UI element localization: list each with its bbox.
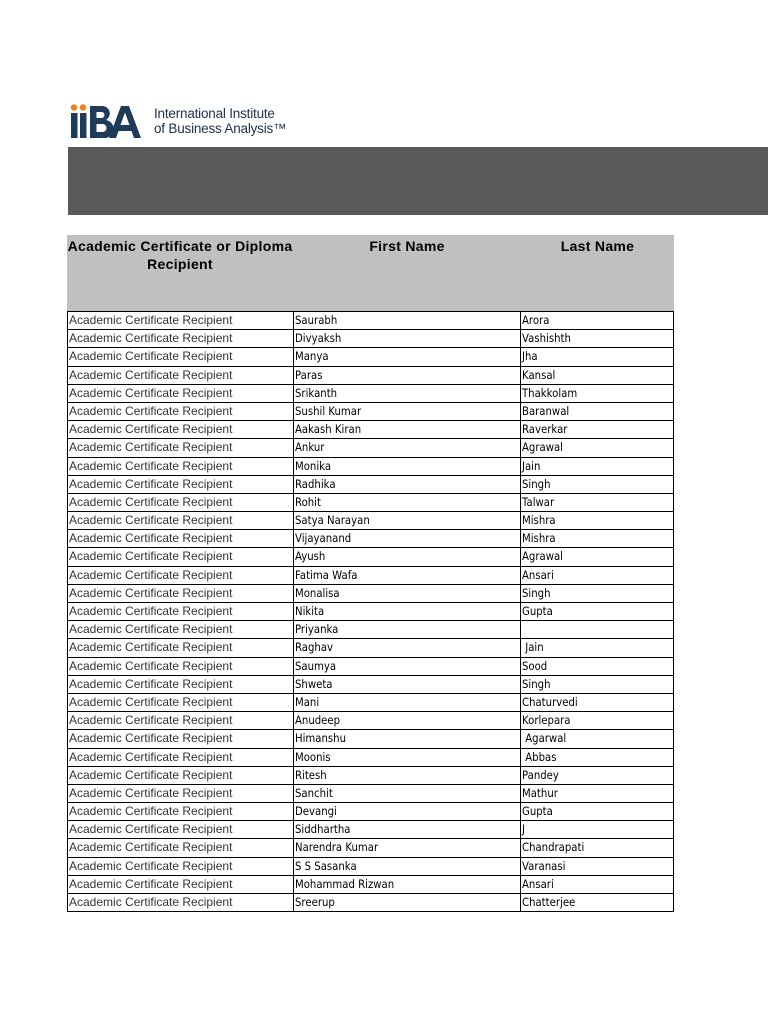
table-row — [68, 476, 674, 494]
cell-last-name-text: Mathur — [522, 785, 559, 800]
header-recipient-type: Academic Certificate or Diploma Recipient — [67, 238, 293, 272]
cell-recipient-type: Academic Certificate Recipient — [68, 494, 294, 511]
cell-first-name-text: Paras — [294, 367, 323, 382]
cell-last-name — [521, 385, 674, 402]
cell-first-name-text: Rohit — [294, 494, 321, 509]
logo-wordmark — [154, 106, 286, 136]
table-row — [68, 621, 674, 639]
cell-last-name — [521, 367, 674, 384]
header-last-name: Last Name — [560, 238, 635, 254]
cell-last-name — [521, 858, 674, 875]
cell-last-name — [521, 676, 674, 693]
cell-last-name-text: Varanasi — [522, 858, 566, 873]
table-row — [68, 530, 674, 548]
cell-recipient-type: Academic Certificate Recipient — [68, 658, 294, 675]
table-row — [68, 821, 674, 839]
cell-last-name — [521, 839, 674, 856]
cell-first-name — [294, 876, 522, 893]
cell-recipient-type: Academic Certificate Recipient — [68, 749, 294, 766]
cell-first-name — [294, 385, 522, 402]
cell-first-name — [294, 749, 522, 766]
cell-first-name-text: Srikanth — [294, 385, 337, 400]
cell-last-name-text: Singh — [522, 585, 551, 600]
cell-last-name — [521, 621, 674, 638]
cell-first-name — [294, 839, 522, 856]
cell-last-name-text: Chandrapati — [522, 840, 585, 855]
table-row — [68, 512, 674, 530]
cell-first-name-text: Mani — [294, 694, 319, 709]
cell-first-name-text: Raghav — [294, 640, 333, 655]
cell-first-name — [294, 621, 522, 638]
table-row — [68, 894, 674, 912]
cell-recipient-type: Academic Certificate Recipient — [68, 403, 294, 420]
cell-first-name-text: Ritesh — [294, 767, 327, 782]
cell-first-name — [294, 821, 522, 838]
cell-last-name — [521, 548, 674, 565]
cell-recipient-type: Academic Certificate Recipient — [68, 476, 294, 493]
cell-last-name — [521, 403, 674, 420]
cell-last-name-text: Kansal — [522, 367, 556, 382]
cell-recipient-type: Academic Certificate Recipient — [68, 694, 294, 711]
cell-recipient-type: Academic Certificate Recipient — [68, 603, 294, 620]
header-first-name: First Name — [369, 238, 445, 254]
cell-first-name — [294, 785, 522, 802]
table-row — [68, 785, 674, 803]
cell-last-name-text: Jain — [522, 458, 541, 473]
cell-last-name — [521, 530, 674, 547]
table-row — [68, 603, 674, 621]
cell-first-name-text: Ayush — [294, 549, 325, 564]
cell-recipient-type: Academic Certificate Recipient — [68, 730, 294, 747]
cell-last-name — [521, 567, 674, 584]
cell-first-name-text: Fatima Wafa — [294, 567, 358, 582]
cell-recipient-type: Academic Certificate Recipient — [68, 821, 294, 838]
cell-recipient-type: Academic Certificate Recipient — [68, 676, 294, 693]
table-row — [68, 694, 674, 712]
table-row — [68, 712, 674, 730]
table-row — [68, 658, 674, 676]
cell-last-name-text: Gupta — [522, 804, 554, 819]
cell-first-name — [294, 512, 522, 529]
cell-last-name-text: Korlepara — [522, 713, 571, 728]
table-row — [68, 730, 674, 748]
cell-last-name — [521, 894, 674, 911]
cell-first-name-text: Divyaksh — [294, 331, 341, 346]
table-row — [68, 676, 674, 694]
cell-recipient-type: Academic Certificate Recipient — [68, 458, 294, 475]
cell-last-name-text: Arora — [522, 313, 550, 327]
cell-last-name-text: Chatterjee — [522, 895, 576, 909]
cell-first-name-text: Narendra Kumar — [294, 840, 378, 855]
table-row — [68, 421, 674, 439]
cell-last-name — [521, 712, 674, 729]
cell-last-name — [521, 767, 674, 784]
cell-last-name-text: Baranwal — [522, 403, 570, 418]
cell-last-name — [521, 512, 674, 529]
cell-last-name-text: Chaturvedi — [522, 694, 578, 709]
cell-first-name — [294, 676, 522, 693]
recipients-table — [67, 235, 674, 912]
table-row — [68, 839, 674, 857]
cell-last-name — [521, 821, 674, 838]
cell-last-name-text: Agrawal — [522, 549, 564, 564]
cell-first-name — [294, 494, 522, 511]
cell-recipient-type: Academic Certificate Recipient — [68, 712, 294, 729]
table-row — [68, 567, 674, 585]
cell-first-name-text: Anudeep — [294, 713, 340, 728]
cell-recipient-type: Academic Certificate Recipient — [68, 639, 294, 656]
table-row — [68, 367, 674, 385]
cell-recipient-type: Academic Certificate Recipient — [68, 421, 294, 438]
table-row — [68, 749, 674, 767]
cell-first-name — [294, 421, 522, 438]
cell-last-name — [521, 749, 674, 766]
cell-first-name — [294, 658, 522, 675]
cell-recipient-type: Academic Certificate Recipient — [68, 312, 294, 329]
cell-first-name-text: Moonis — [294, 749, 331, 764]
table-row — [68, 858, 674, 876]
cell-first-name — [294, 439, 522, 456]
cell-first-name-text: Devangi — [294, 804, 337, 819]
cell-last-name-text: Vashishth — [522, 331, 572, 346]
cell-first-name — [294, 458, 522, 475]
cell-recipient-type: Academic Certificate Recipient — [68, 876, 294, 893]
cell-last-name — [521, 694, 674, 711]
cell-last-name — [521, 439, 674, 456]
cell-last-name — [521, 785, 674, 802]
table-header — [67, 235, 674, 311]
cell-first-name — [294, 639, 522, 656]
cell-last-name — [521, 603, 674, 620]
cell-first-name — [294, 894, 522, 911]
cell-recipient-type: Academic Certificate Recipient — [68, 621, 294, 638]
cell-first-name-text: Shweta — [294, 676, 333, 691]
cell-recipient-type: Academic Certificate Recipient — [68, 367, 294, 384]
table-row — [68, 548, 674, 566]
cell-last-name — [521, 421, 674, 438]
cell-first-name-text: Sreerup — [294, 895, 335, 909]
table-row — [68, 876, 674, 894]
cell-first-name-text: Monalisa — [294, 585, 340, 600]
cell-first-name-text: Sanchit — [294, 785, 333, 800]
cell-recipient-type: Academic Certificate Recipient — [68, 585, 294, 602]
cell-recipient-type: Academic Certificate Recipient — [68, 548, 294, 565]
cell-first-name-text: Mohammad Rizwan — [294, 876, 394, 891]
cell-first-name-text: Radhika — [294, 476, 336, 491]
cell-recipient-type: Academic Certificate Recipient — [68, 894, 294, 911]
table-row — [68, 403, 674, 421]
cell-last-name-text: Sood — [522, 658, 548, 673]
table-row — [68, 385, 674, 403]
cell-last-name-text: Thakkolam — [522, 385, 578, 400]
cell-first-name-text: Saumya — [294, 658, 336, 673]
table-row — [68, 439, 674, 457]
table-row — [68, 312, 674, 330]
cell-first-name-text: Nikita — [294, 604, 324, 618]
cell-first-name — [294, 330, 522, 347]
cell-first-name — [294, 476, 522, 493]
cell-first-name — [294, 767, 522, 784]
cell-last-name-text: Talwar — [522, 494, 555, 509]
cell-last-name-text: Agarwal — [522, 731, 567, 746]
cell-first-name-text: Aakash Kiran — [294, 422, 361, 437]
cell-first-name-text: Vijayanand — [294, 531, 351, 546]
cell-last-name-text: Ansari — [522, 567, 555, 582]
cell-last-name-text: Mishra — [522, 513, 556, 528]
cell-recipient-type: Academic Certificate Recipient — [68, 330, 294, 347]
cell-last-name — [521, 585, 674, 602]
cell-first-name — [294, 712, 522, 729]
cell-first-name — [294, 803, 522, 820]
cell-first-name-text: Ankur — [294, 440, 325, 455]
cell-first-name-text: Sushil Kumar — [294, 403, 361, 418]
cell-first-name — [294, 403, 522, 420]
cell-first-name-text: S S Sasanka — [294, 858, 357, 873]
cell-first-name — [294, 694, 522, 711]
cell-last-name-text: Gupta — [522, 604, 554, 618]
table-row — [68, 348, 674, 366]
cell-recipient-type: Academic Certificate Recipient — [68, 803, 294, 820]
cell-first-name — [294, 548, 522, 565]
cell-last-name-text: Agrawal — [522, 440, 564, 455]
cell-first-name-text: Satya Narayan — [294, 513, 370, 528]
cell-first-name — [294, 585, 522, 602]
cell-recipient-type: Academic Certificate Recipient — [68, 858, 294, 875]
cell-first-name — [294, 730, 522, 747]
cell-last-name — [521, 730, 674, 747]
title-banner — [68, 147, 768, 215]
cell-last-name-text: Pandey — [522, 767, 560, 782]
logo-line-2: of Business Analysis™ — [154, 121, 287, 136]
table-row — [68, 803, 674, 821]
table-row — [68, 330, 674, 348]
cell-last-name — [521, 658, 674, 675]
cell-last-name — [521, 312, 674, 329]
cell-last-name — [521, 348, 674, 365]
cell-recipient-type: Academic Certificate Recipient — [68, 439, 294, 456]
cell-first-name-text: Saurabh — [294, 313, 337, 327]
cell-recipient-type: Academic Certificate Recipient — [68, 385, 294, 402]
cell-last-name-text: Jha — [522, 349, 538, 364]
cell-last-name-text: Ansari — [522, 876, 555, 891]
cell-first-name-text: Siddhartha — [294, 822, 351, 837]
cell-first-name-text: Monika — [294, 458, 331, 473]
cell-last-name — [521, 639, 674, 656]
cell-last-name — [521, 494, 674, 511]
table-row — [68, 458, 674, 476]
cell-first-name — [294, 367, 522, 384]
cell-recipient-type: Academic Certificate Recipient — [68, 512, 294, 529]
cell-last-name-text: J — [522, 822, 526, 837]
iiba-logo-mark-icon — [70, 104, 144, 138]
table-row — [68, 585, 674, 603]
cell-recipient-type: Academic Certificate Recipient — [68, 767, 294, 784]
cell-last-name — [521, 330, 674, 347]
table-body — [67, 311, 674, 912]
cell-first-name — [294, 348, 522, 365]
logo-line-1: International Institute — [154, 106, 275, 121]
cell-last-name — [521, 476, 674, 493]
cell-last-name — [521, 458, 674, 475]
cell-last-name-text: Singh — [522, 676, 551, 691]
table-row — [68, 639, 674, 657]
cell-first-name — [294, 603, 522, 620]
table-row — [68, 494, 674, 512]
cell-first-name — [294, 530, 522, 547]
cell-first-name — [294, 567, 522, 584]
cell-last-name — [521, 876, 674, 893]
cell-recipient-type: Academic Certificate Recipient — [68, 530, 294, 547]
iiba-logo — [70, 102, 286, 140]
cell-last-name-text: Singh — [522, 476, 551, 491]
cell-recipient-type: Academic Certificate Recipient — [68, 785, 294, 802]
cell-last-name-text: Raverkar — [522, 422, 568, 437]
cell-first-name-text: Manya — [294, 349, 329, 364]
cell-recipient-type: Academic Certificate Recipient — [68, 348, 294, 365]
cell-recipient-type: Academic Certificate Recipient — [68, 839, 294, 856]
cell-last-name — [521, 803, 674, 820]
cell-last-name-text: Jain — [522, 640, 544, 655]
cell-first-name — [294, 312, 522, 329]
cell-last-name-text: Mishra — [522, 531, 556, 546]
cell-first-name — [294, 858, 522, 875]
table-row — [68, 767, 674, 785]
cell-first-name-text: Priyanka — [294, 622, 339, 637]
cell-first-name-text: Himanshu — [294, 731, 346, 746]
cell-last-name-text: Abbas — [522, 749, 557, 764]
cell-recipient-type: Academic Certificate Recipient — [68, 567, 294, 584]
